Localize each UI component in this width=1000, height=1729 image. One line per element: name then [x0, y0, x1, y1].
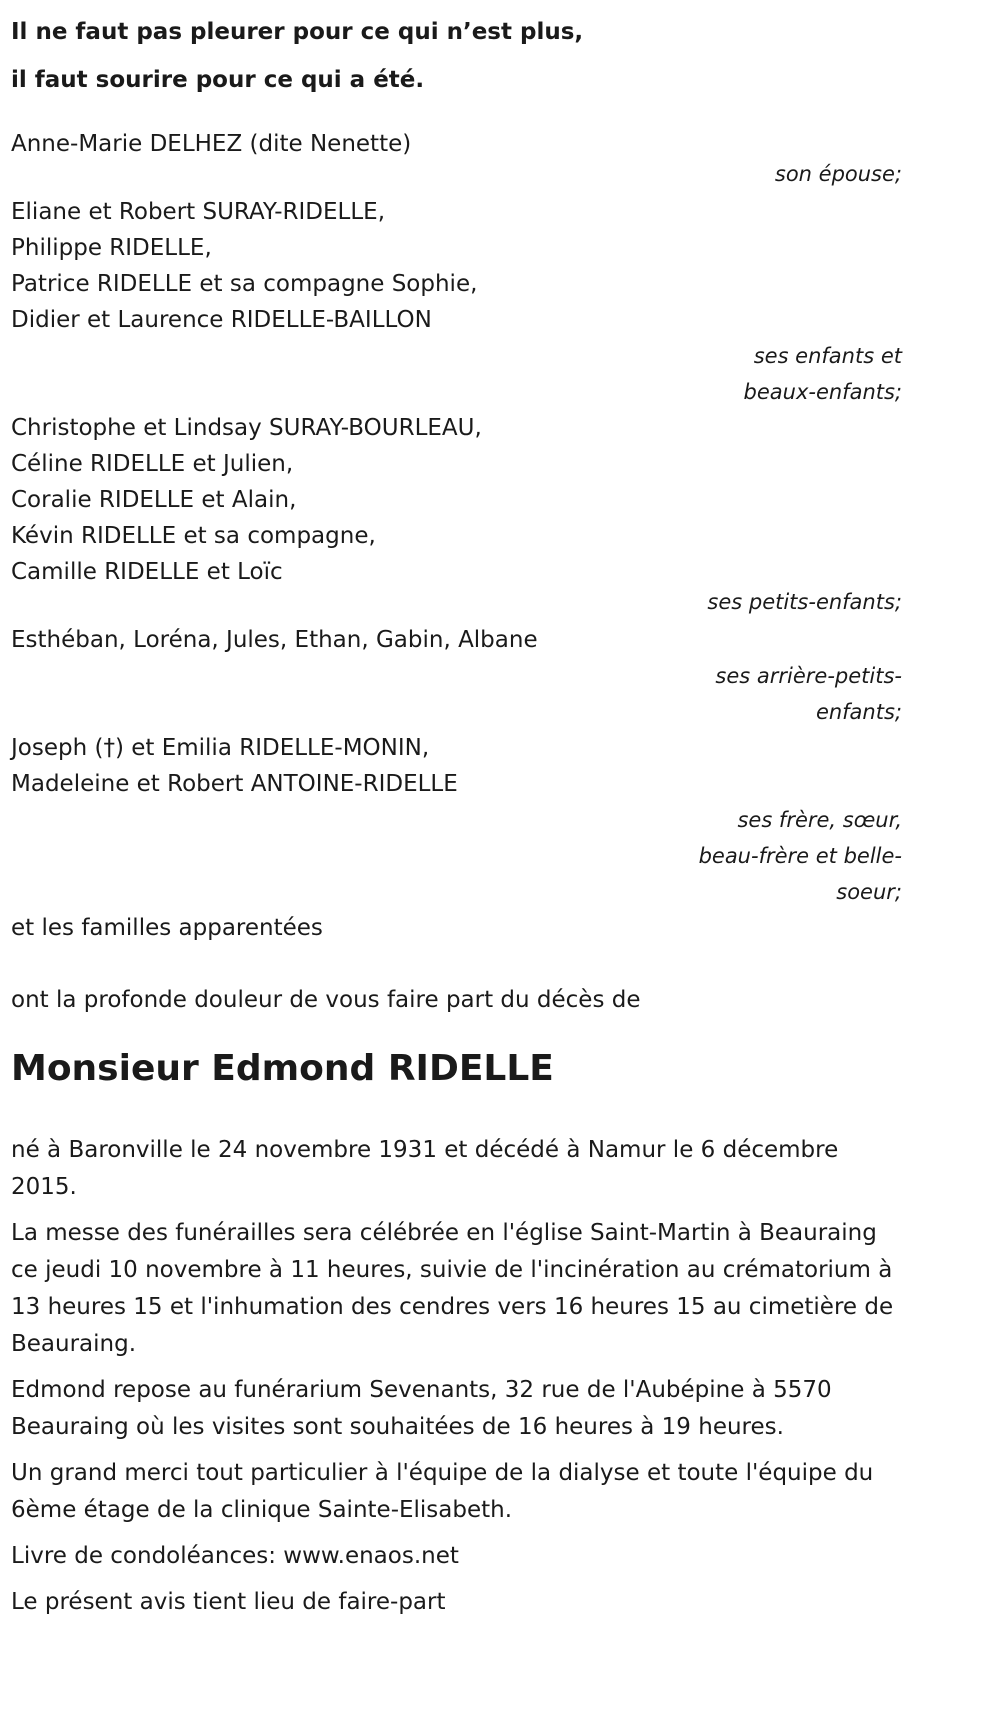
announcement-text: ont la profonde douleur de vous faire part du décès de	[11, 987, 641, 1013]
epigraph	[11, 8, 902, 104]
family-member-name: Madeleine et Robert ANTOINE-RIDELLE	[11, 771, 458, 797]
epigraph-line-2: il faut sourire pour ce qui a été.	[11, 67, 425, 93]
closing-note: Le présent avis tient lieu de faire-part	[11, 1589, 446, 1615]
visitation-info: Edmond repose au funérarium Sevenants, 32 rue de l'Aubépine à 5570 Beauraing où les visites sont souhaitées de 16 heures à 19 heures.	[11, 1377, 832, 1440]
family-group-grandchildren	[11, 410, 902, 620]
funeral-info: La messe des funérailles sera célébrée en l'église Saint-Martin à Beauraing ce jeudi 10 novembre à 11 heures, suivie de l'incinération au crématorium à 13 heures 15 et l'inhumation des cendres vers 16 heures 15 au cimetière de Beauraing.	[11, 1220, 894, 1357]
family-group-great-grandchildren	[11, 622, 902, 730]
family-member-name: Coralie RIDELLE et Alain,	[11, 487, 297, 513]
relationship-label-line: ses petits-enfants;	[707, 590, 902, 614]
epigraph-line-1: Il ne faut pas pleurer pour ce qui n’est plus,	[11, 19, 584, 45]
family-member-name: Christophe et Lindsay SURAY-BOURLEAU,	[11, 415, 482, 441]
relationship-label-line: ses frère, sœur,	[737, 808, 902, 832]
family-member-name: Patrice RIDELLE et sa compagne Sophie,	[11, 271, 478, 297]
relationship-label-line: son épouse;	[774, 162, 902, 186]
family-member-name: Kévin RIDELLE et sa compagne,	[11, 523, 376, 549]
relationship-label	[11, 658, 902, 730]
birth-death-info: né à Baronville le 24 novembre 1931 et décédé à Namur le 6 décembre 2015.	[11, 1137, 839, 1200]
family-member-name: Eliane et Robert SURAY-RIDELLE,	[11, 199, 386, 225]
family-group-siblings	[11, 730, 902, 910]
family-member-name: Anne-Marie DELHEZ (dite Nenette)	[11, 131, 412, 157]
relationship-label-line: ses arrière-petits-	[715, 664, 902, 688]
obituary-notice	[0, 8, 1000, 1729]
relationship-label	[11, 802, 902, 910]
relationship-label-line: soeur;	[836, 880, 902, 904]
relationship-label-line: beaux-enfants;	[743, 380, 902, 404]
deceased-name: Monsieur Edmond RIDELLE	[11, 1048, 554, 1089]
family-group-children	[11, 194, 902, 410]
family-member-name: Didier et Laurence RIDELLE-BAILLON	[11, 307, 432, 333]
condolence-book: Livre de condoléances: www.enaos.net	[11, 1543, 459, 1569]
family-member-name: Joseph (†) et Emilia RIDELLE-MONIN,	[11, 735, 430, 761]
related-families	[11, 910, 902, 946]
family-member-name: Céline RIDELLE et Julien,	[11, 451, 294, 477]
family-member-name: Camille RIDELLE et Loïc	[11, 559, 283, 585]
announcement	[11, 982, 902, 1018]
relationship-label-line: enfants;	[815, 700, 902, 724]
relationship-label	[11, 338, 902, 410]
related-families-text: et les familles apparentées	[11, 915, 323, 941]
thanks-note: Un grand merci tout particulier à l'équipe de la dialyse et toute l'équipe du 6ème étage de la clinique Sainte-Elisabeth.	[11, 1460, 874, 1523]
family-member-name: Esthéban, Loréna, Jules, Ethan, Gabin, Albane	[11, 627, 538, 653]
family-member-name: Philippe RIDELLE,	[11, 235, 212, 261]
details	[11, 1132, 902, 1621]
family-group-spouse	[11, 126, 902, 192]
relationship-label-line: ses enfants et	[753, 344, 902, 368]
relationship-label-line: beau-frère et belle-	[698, 844, 902, 868]
